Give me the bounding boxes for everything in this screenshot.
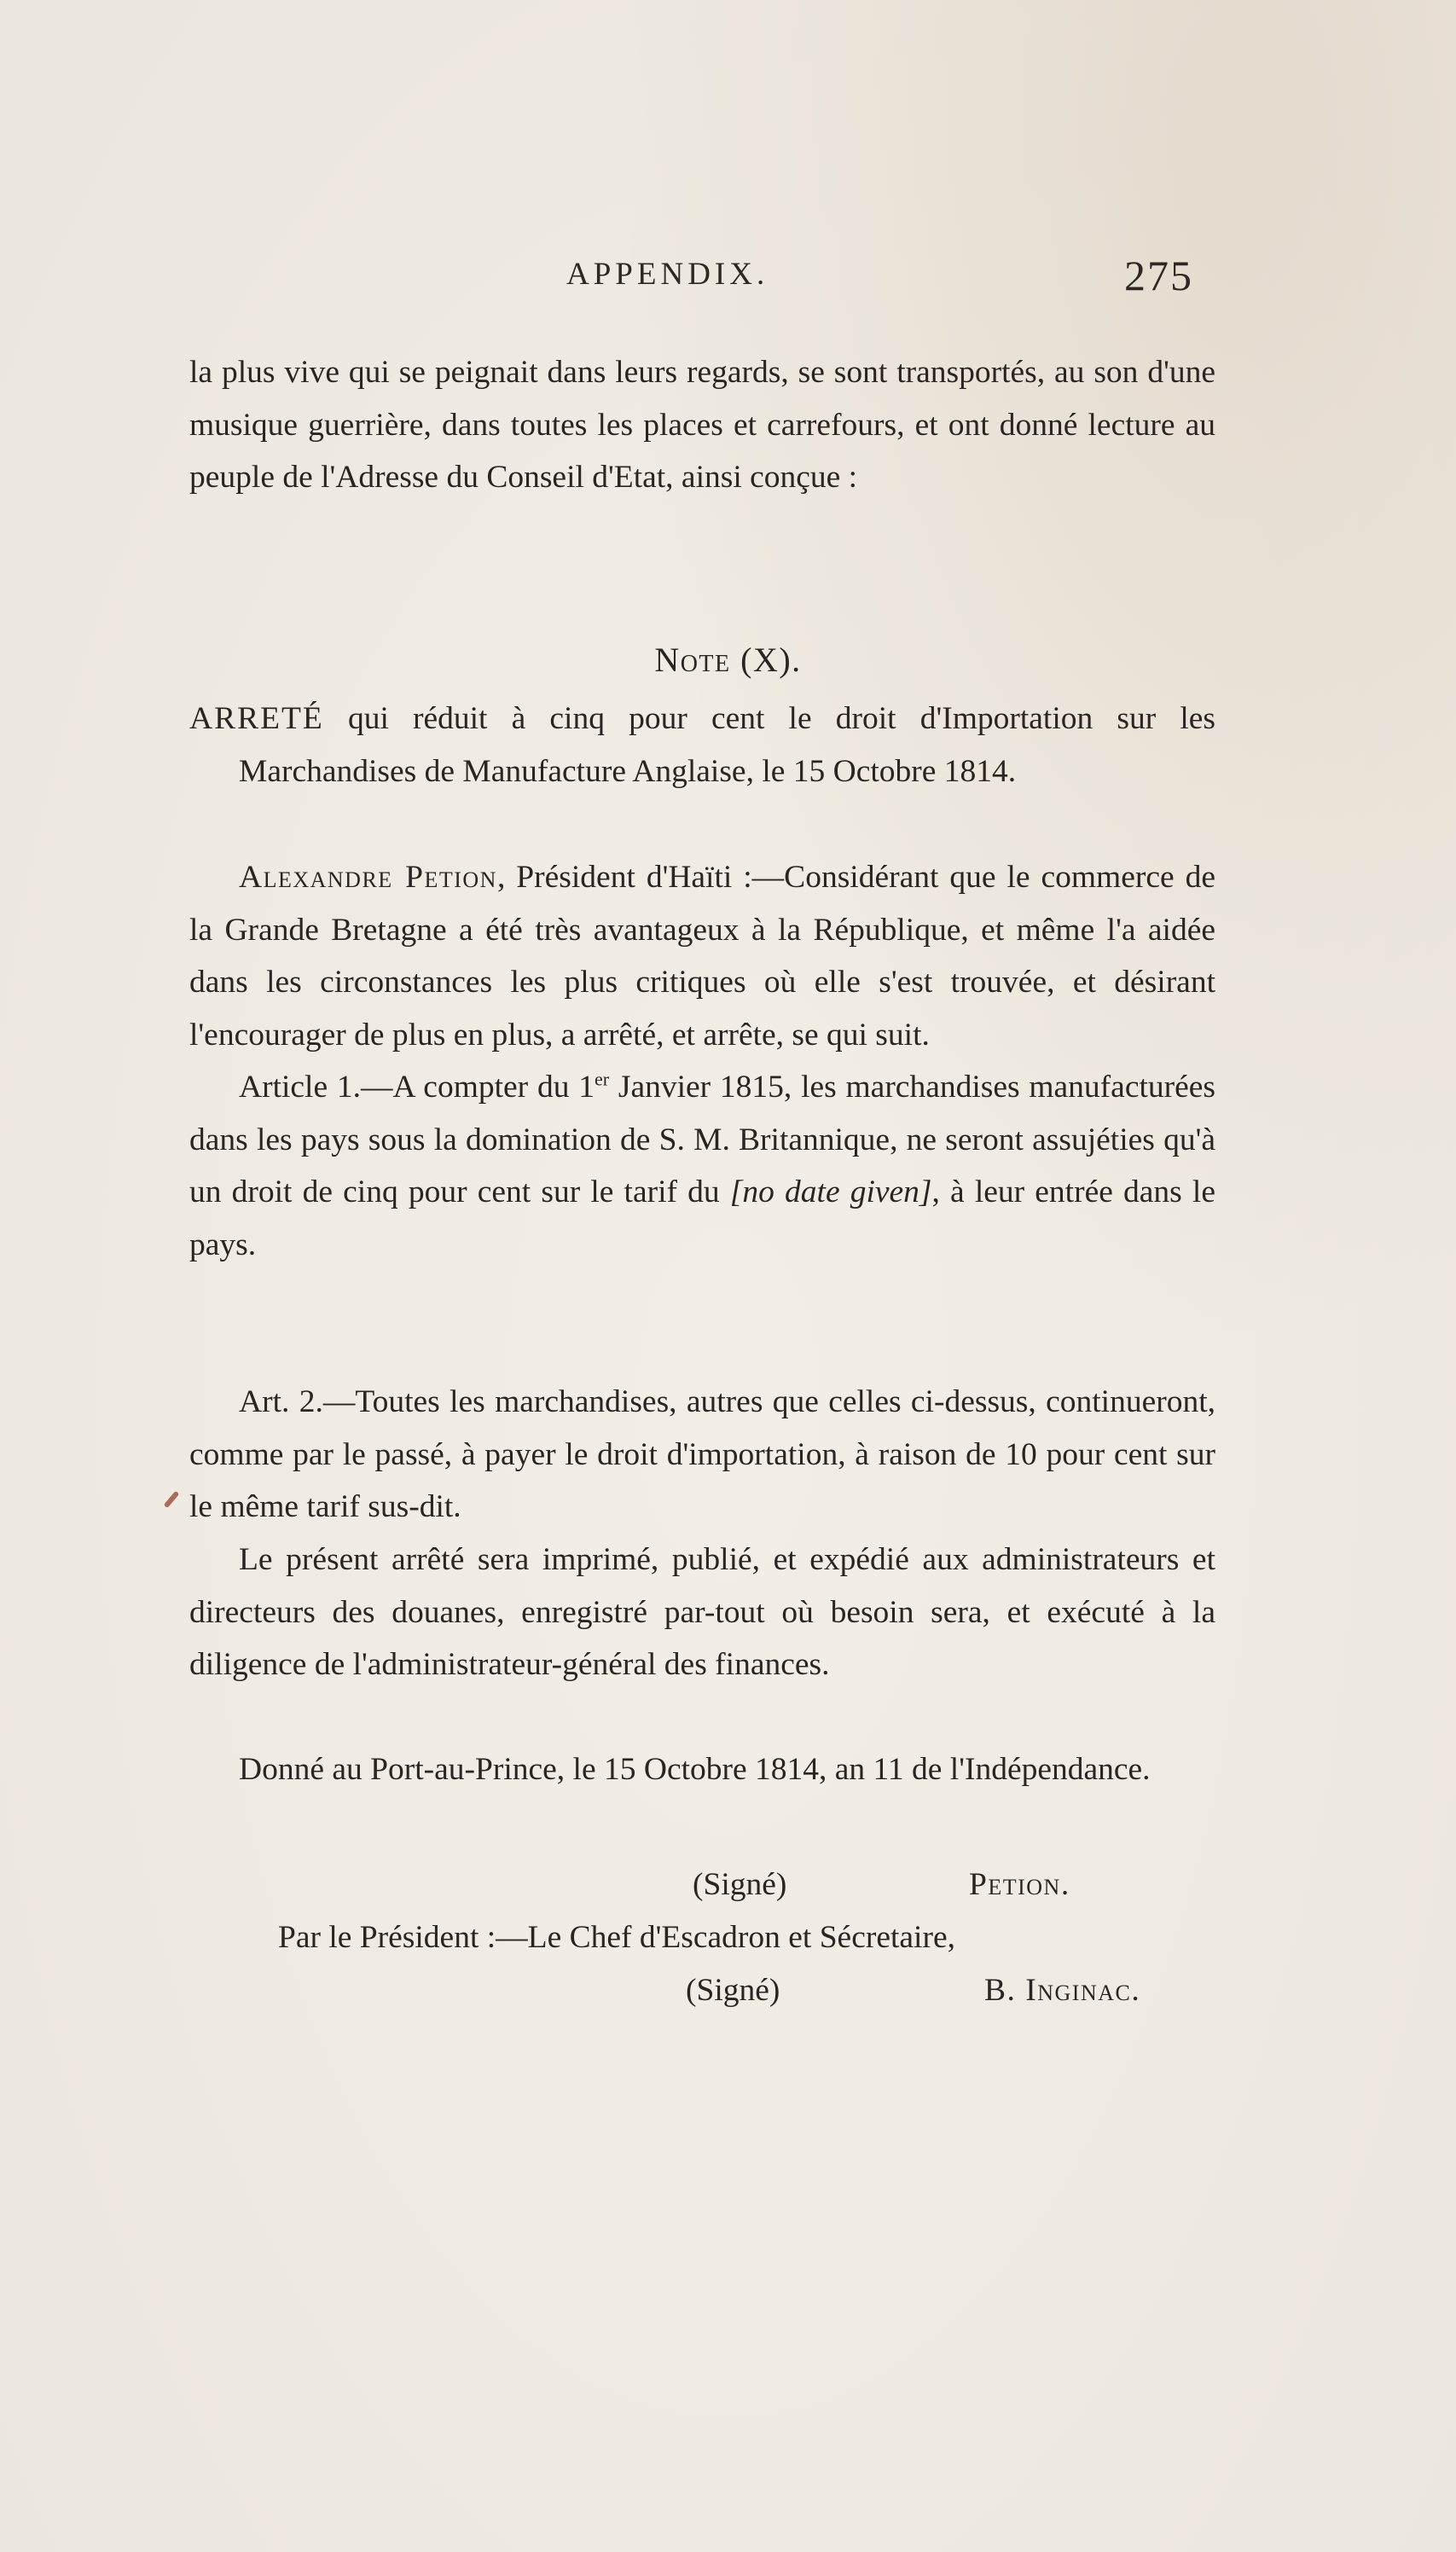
publication-paragraph: Le présent arrêté sera imprimé, publié, et expédié aux administrateurs et directeurs des douanes, enregistré par-tout où besoin sera, et exécuté à la diligence de l'administrateur-général des finances. [189,1542,1215,1682]
article-1-start: Article 1.—A compter du 1 [239,1070,595,1105]
president-name: Alexandre Petion [239,860,497,895]
signature-name-petion: Petion. [969,1867,1070,1902]
note-title [0,640,1456,680]
article-1-middle: Janvier 1815, les marchandises manufacturées dans les pays sous la domination de S. M. Britannique, ne seront assujéties qu'à un droit de cinq pour cent sur le tarif du [189,1070,1215,1209]
page-header [0,252,1456,307]
signature-name-inginac: B. Inginac. [984,1973,1141,2008]
article-2-paragraph: Art. 2.—Toutes les marchandises, autres que celles ci-dessus, continueront, comme par le passé, à payer le droit d'importation, à raison de 10 pour cent sur le même tarif sus-dit. [189,1384,1215,1524]
margin-pencil-mark [164,1491,180,1509]
article-1-end: , à leur entrée dans le pays. [189,1174,1215,1262]
article-1-paragraph [189,1061,1215,1271]
given-at-paragraph: Donné au Port-au-Prince, le 15 Octobre 1814, an 11 de l'Indépendance. [239,1752,1151,1787]
signed-label-1: (Signé) [693,1867,787,1902]
page-number: 275 [1124,252,1193,299]
article-1-editorial-note: [no date given] [729,1174,932,1209]
article-1-superscript: er [594,1068,610,1090]
running-head: APPENDIX. [566,257,769,292]
president-text: , Président d'Haïti :—Considérant que le commerce de la Grande Bretagne a été très avantageux à la République, et même l'a aidée dans les circonstances les plus critiques où elle s'est trouvée, et désirant l'encourager de plus en plus, a arrêté, et arrête, se qui suit. [189,860,1215,1053]
arrete-heading [189,693,1215,798]
president-paragraph [189,851,1215,1061]
intro-paragraph: la plus vive qui se peignait dans leurs regards, se sont transportés, au son d'une musique guerrière, dans toutes les places et carrefours, et ont donné lecture au peuple de l'Adresse du Conseil d'Etat, ainsi conçue : [189,355,1215,495]
signed-label-2: (Signé) [686,1973,780,2008]
arrete-lead: ARRETÉ [189,701,324,736]
note-title-text: Note (X). [654,641,802,679]
arrete-text: qui réduit à cinq pour cent le droit d'Importation sur les Marchandises de Manufacture Anglaise, le 15 Octobre 1814. [239,701,1215,789]
by-president-line: Par le Président :—Le Chef d'Escadron et Sécretaire, [278,1920,955,1955]
